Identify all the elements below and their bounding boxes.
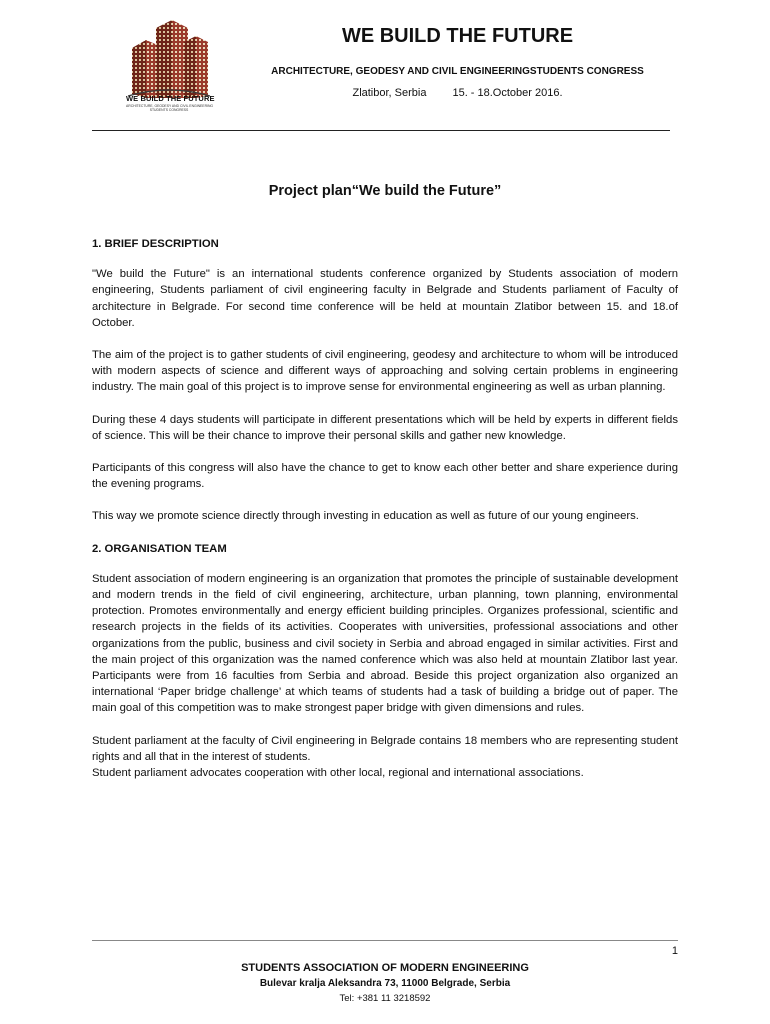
document-body xyxy=(92,236,678,797)
logo-subtitle xyxy=(126,104,212,112)
project-plan-title: Project plan“We build the Future” xyxy=(268,183,502,199)
header-title: WE BUILD THE FUTURE xyxy=(341,25,574,47)
paragraph: Student parliament advocates cooperation with other local, regional and international associations. xyxy=(92,767,584,780)
paragraph: Participants of this congress will also have the chance to get to know each other better and share experience during the evening programs. xyxy=(92,462,678,491)
footer-phone: Tel: +381 11 3218592 xyxy=(339,993,431,1004)
paragraph: Student association of modern engineering is an organization that promotes the principle of sustainable development and modern trends in the field of civil engineering, architecture, urban planning, town planning, environmental protection. Promotes environmentally and energy efficient building principles. Organizes professional, scientific and research projects in the fields of its activities. Cooperates with universities, professional associations and other organizations from the public, business and civil society in Serbia and abroad engaged in similar activities. First and the main project of this organization was the named conference which was also held at mountain Zlatibor last year. Participants were from 16 faculties from Serbia and abroad. Beside this project organization also organized an international ‘Paper bridge challenge’ at which teams of students had a task of building a bridge out of paper. The main goal of this competition was to make strongest paper bridge with given dimensions and rules. xyxy=(92,572,678,715)
header-dates: 15. - 18.October 2016. xyxy=(452,87,563,99)
header-location-dates xyxy=(260,87,655,99)
paragraph: Student parliament at the faculty of Civil engineering in Belgrade contains 18 members who are representing student rights and all that in the interest of students. xyxy=(92,734,678,763)
footer-address: Bulevar kralja Aleksandra 73, 11000 Belgrade, Serbia xyxy=(259,978,511,989)
logo-title: WE BUILD THE FUTURE xyxy=(126,94,215,103)
header-divider xyxy=(92,130,670,131)
paragraph: The aim of the project is to gather students of civil engineering, geodesy and architecture to whom will be introduced with modern aspects of science and different ways of approaching and solving certain problems in engineering industry. The main goal of this project is to improve sense for environmental engineering as well as urban planning. xyxy=(92,349,678,394)
paragraph: This way we promote science directly through investing in education as well as future of our young engineers. xyxy=(92,510,639,523)
paragraph: "We build the Future" is an international students conference organized by Students association of modern engineering, Students parliament of civil engineering faculty in Belgrade and Students parliament of Faculty of architecture in Belgrade. For second time conference will be held at mountain Zlatibor between 15. and 18.of October. xyxy=(92,268,678,329)
logo-subtitle-line-1: ARCHITECTURE, GEODESY AND CIVIL ENGINEERING xyxy=(126,104,214,108)
header-location: Zlatibor, Serbia xyxy=(352,87,427,99)
paragraph: During these 4 days students will participate in different presentations which will be held by experts in different fields of science. This will be their chance to improve their personal skills and gather new knowledge. xyxy=(92,413,678,442)
congress-logo xyxy=(126,18,215,114)
section-heading-organisation-team: 2. ORGANISATION TEAM xyxy=(92,542,227,555)
section-heading-brief-description: 1. BRIEF DESCRIPTION xyxy=(92,238,219,250)
header-subtitle: ARCHITECTURE, GEODESY AND CIVIL ENGINEERINGSTUDENTS CONGRESS xyxy=(271,66,644,77)
buildings-logo-icon xyxy=(126,18,212,100)
footer-organization: STUDENTS ASSOCIATION OF MODERN ENGINEERING xyxy=(241,962,529,974)
logo-subtitle-line-2: STUDENTS CONGRESS xyxy=(149,108,189,112)
page-number: 1 xyxy=(671,945,678,957)
footer-divider xyxy=(92,940,678,941)
